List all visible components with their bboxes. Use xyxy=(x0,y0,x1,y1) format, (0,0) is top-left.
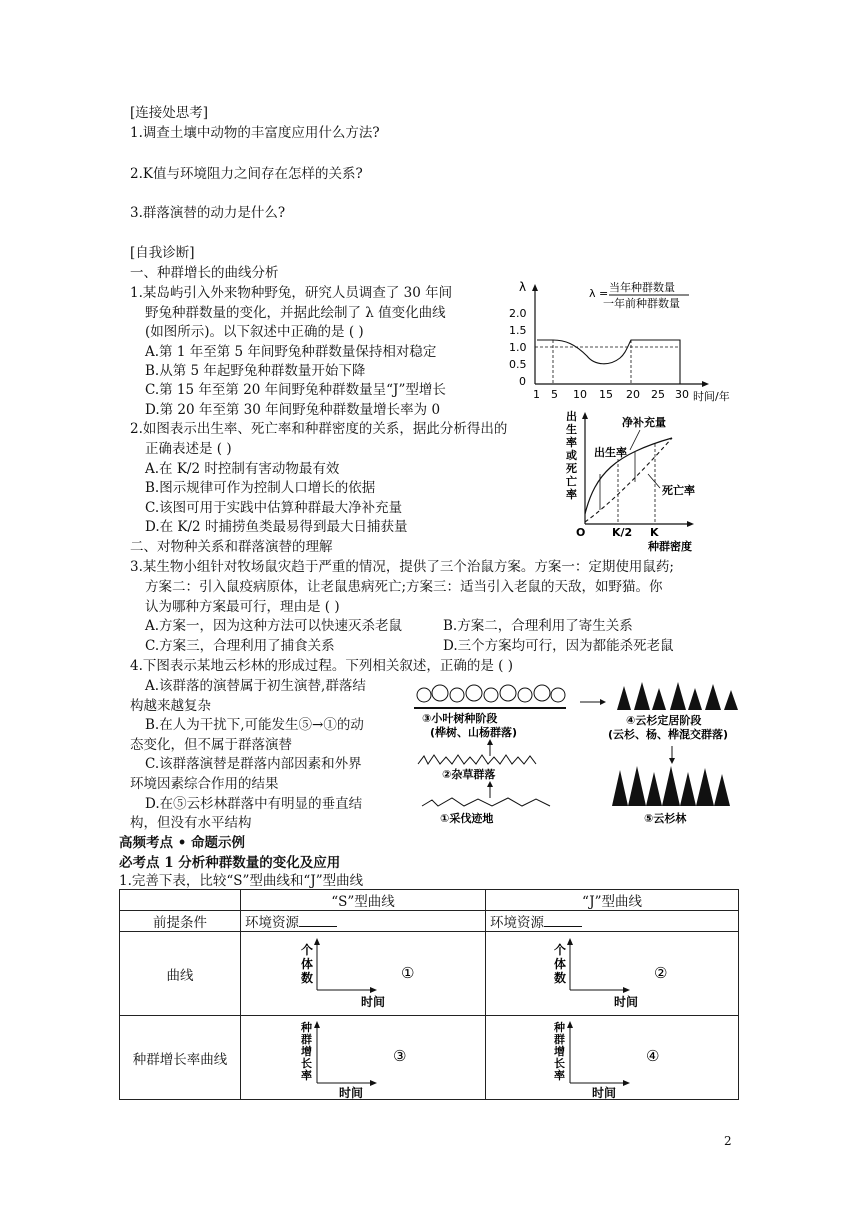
row-label-growth-rate: 种群增长率曲线 xyxy=(120,1016,241,1100)
y-label-char: 或 xyxy=(566,449,577,462)
y-label-char: 死 xyxy=(566,462,577,475)
x-tick: 15 xyxy=(599,388,613,401)
q1-line: 1.某岛屿引入外来物种野兔，研究人员调查了 30 年间 xyxy=(130,285,453,301)
curve-j-cell xyxy=(486,932,739,1016)
q3-line: 3.某生物小组针对牧场鼠灾趋于严重的情况，提供了三个治鼠方案。方案一：定期使用鼠药; xyxy=(130,559,674,575)
y-tick: 0 xyxy=(519,375,526,388)
env-resource-label: 环境资源 xyxy=(245,915,299,931)
table-corner xyxy=(120,890,241,911)
y-label-char: 长 xyxy=(301,1056,312,1070)
x-label: 时间 xyxy=(614,994,639,1009)
q3-option-a: A.方案一，因为这种方法可以快速灭杀老鼠 xyxy=(145,618,403,634)
net-increase-label: 净补充量 xyxy=(622,416,666,429)
birth-rate-label: 出生率 xyxy=(594,446,627,459)
formula-lhs: λ = xyxy=(589,287,609,300)
y-label-char: 长 xyxy=(554,1056,565,1070)
header-j-curve: “J”型曲线 xyxy=(486,890,739,911)
blank-marker-4: ④ xyxy=(646,1046,660,1065)
think-q1: 1.调查土壤中动物的丰富度应用什么方法? xyxy=(130,125,380,141)
y-label-char: 亡 xyxy=(566,475,577,488)
y-label-char: 种 xyxy=(301,1020,312,1034)
q3-line: 认为哪种方案最可行，理由是 ( ) xyxy=(145,599,340,615)
stage2-label: ②杂草群落 xyxy=(442,768,496,781)
x-tick: 25 xyxy=(651,388,665,401)
y-label-char: 率 xyxy=(566,488,577,501)
q4-option-b: B.在人为干扰下,可能发生⑤→①的动 xyxy=(145,717,364,733)
stage4-community: (云杉、杨、桦混交群落) xyxy=(608,728,729,741)
x-label: 时间 xyxy=(592,1085,617,1099)
x-label: 时间 xyxy=(339,1085,364,1099)
high-frequency-heading: 高频考点 • 命题示例 xyxy=(119,835,246,851)
y-tick: 2.0 xyxy=(509,307,527,320)
stage3-label: ③小叶树种阶段 xyxy=(422,712,498,725)
y-label-char: 个 xyxy=(554,942,567,957)
part2-heading: 二、对物种关系和群落演替的理解 xyxy=(130,539,333,555)
q4-stem: 4.下图表示某地云杉林的形成过程。下列相关叙述，正确的是 ( ) xyxy=(130,658,513,674)
y-tick: 1.0 xyxy=(509,341,527,354)
stage5-label: ⑤云杉林 xyxy=(644,812,687,825)
y-label-char: 群 xyxy=(554,1032,565,1046)
answer-blank[interactable] xyxy=(544,914,582,927)
header-s-curve: “S”型曲线 xyxy=(241,890,486,911)
x-tick: 30 xyxy=(675,388,689,401)
s-rate-axes xyxy=(281,1017,481,1099)
q2-line: 正确表述是 ( ) xyxy=(145,441,232,457)
rate-j-cell xyxy=(486,1016,739,1100)
q4-option-d-cont: 构，但没有水平结构 xyxy=(130,815,252,831)
q1-line: (如图所示)。以下叙述中正确的是 ( ) xyxy=(145,324,364,340)
y-label-char: 生 xyxy=(566,423,577,436)
point1-heading: 必考点 1 分析种群数量的变化及应用 xyxy=(119,855,341,871)
blank-marker-3: ③ xyxy=(393,1046,407,1065)
y-label-char: 群 xyxy=(301,1032,312,1046)
q1-option-b: B.从第 5 年起野兔种群数量开始下降 xyxy=(145,363,366,379)
q2-option-a: A.在 K/2 时控制有害动物最有效 xyxy=(145,461,340,477)
q3-line: 方案二：引入鼠疫病原体，让老鼠患病死亡;方案三：适当引入老鼠的天敌，如野猫。你 xyxy=(145,579,663,595)
q3-option-b: B.方案二，合理利用了寄生关系 xyxy=(443,618,633,634)
death-rate-label: 死亡率 xyxy=(662,484,695,497)
j-curve-axes xyxy=(534,934,734,1014)
rate-s-cell xyxy=(241,1016,486,1100)
think-q2: 2.K值与环境阻力之间存在怎样的关系? xyxy=(130,166,363,182)
q4-option-d: D.在⑤云杉林群落中有明显的垂直结 xyxy=(145,796,363,812)
y-tick: 1.5 xyxy=(509,324,527,337)
q2-line: 2.如图表示出生率、死亡率和种群密度的关系，据此分析得出的 xyxy=(130,421,508,437)
q1-line: 野兔种群数量的变化，并据此绘制了 λ 值变化曲线 xyxy=(145,305,446,321)
part1-heading: 一、种群增长的曲线分析 xyxy=(130,265,279,281)
y-label-char: 增 xyxy=(301,1044,312,1058)
q2-option-b: B.图示规律可作为控制人口增长的依据 xyxy=(145,480,376,496)
y-label-char: 率 xyxy=(301,1068,312,1082)
y-label-char: 个 xyxy=(301,942,314,957)
blank-marker-1: ① xyxy=(401,963,415,982)
stage3-community: (桦树、山杨群落) xyxy=(430,726,518,739)
birth-death-figure xyxy=(560,404,700,554)
y-label-char: 数 xyxy=(554,970,567,985)
think-q3: 3.群落演替的动力是什么? xyxy=(130,205,286,221)
y-label-char: 增 xyxy=(554,1044,565,1058)
q4-option-a: A.该群落的演替属于初生演替,群落结 xyxy=(145,678,366,694)
q4-option-b-cont: 态变化，但不属于群落演替 xyxy=(130,737,292,753)
x-axis-label: 种群密度 xyxy=(648,540,692,553)
answer-blank[interactable] xyxy=(299,914,337,927)
q4-option-a-cont: 构越来越复杂 xyxy=(130,698,211,714)
x-tick: 20 xyxy=(626,388,640,401)
x-axis-label: 时间/年 xyxy=(693,390,730,403)
formula-denominator: 一年前种群数量 xyxy=(603,297,680,310)
k-label: K xyxy=(650,526,659,539)
origin-label: O xyxy=(576,526,586,539)
q1-option-d: D.第 20 年至第 30 年间野兔种群数量增长率为 0 xyxy=(145,402,441,418)
x-tick: 5 xyxy=(551,388,558,401)
stage1-label: ①采伐迹地 xyxy=(440,812,494,825)
y-label-char: 出 xyxy=(566,410,577,423)
y-label-char: 体 xyxy=(301,956,314,971)
comparison-table xyxy=(119,889,739,1100)
env-resource-label: 环境资源 xyxy=(490,915,544,931)
y-label-char: 数 xyxy=(301,970,314,985)
y-label-char: 率 xyxy=(566,436,577,449)
q4-option-c-cont: 环境因素综合作用的结果 xyxy=(130,776,279,792)
premise-s xyxy=(241,911,486,932)
row-label-premise: 前提条件 xyxy=(120,911,241,932)
premise-j xyxy=(486,911,739,932)
page-number: 2 xyxy=(724,1134,732,1148)
curve-s-cell xyxy=(241,932,486,1016)
q1-option-c: C.第 15 年至第 20 年间野兔种群数量呈“J”型增长 xyxy=(145,382,446,398)
stage4-label: ④云杉定居阶段 xyxy=(626,714,702,727)
q2-option-d: D.在 K/2 时捕捞鱼类最易得到最大日捕获量 xyxy=(145,519,408,535)
section-self-diagnosis: [自我诊断] xyxy=(130,245,195,261)
q2-option-c: C.该图可用于实践中估算种群最大净补充量 xyxy=(145,500,403,516)
q3-option-c: C.方案三，合理利用了捕食关系 xyxy=(145,638,335,654)
blank-marker-2: ② xyxy=(654,963,668,982)
y-tick: 0.5 xyxy=(509,358,527,371)
y-label-char: 种 xyxy=(554,1020,565,1034)
q1-option-a: A.第 1 年至第 5 年间野兔种群数量保持相对稳定 xyxy=(145,344,437,360)
y-label-char: 率 xyxy=(554,1068,565,1082)
x-tick: 1 xyxy=(533,388,540,401)
s-curve-axes xyxy=(281,934,481,1014)
formula-numerator: 当年种群数量 xyxy=(609,281,675,294)
q4-option-c: C.该群落演替是群落内部因素和外界 xyxy=(145,756,362,772)
x-label: 时间 xyxy=(361,994,386,1009)
section-connect: [连接处思考] xyxy=(130,105,209,121)
q3-option-d: D.三个方案均可行，因为都能杀死老鼠 xyxy=(443,638,674,654)
x-tick: 10 xyxy=(573,388,587,401)
k-half-label: K/2 xyxy=(612,526,633,539)
row-label-curve: 曲线 xyxy=(120,932,241,1016)
succession-figure xyxy=(412,678,750,830)
j-rate-axes xyxy=(534,1017,734,1099)
table-intro: 1.完善下表，比较“S”型曲线和“J”型曲线 xyxy=(119,873,364,889)
lambda-figure xyxy=(505,274,745,404)
y-label-char: 体 xyxy=(554,956,567,971)
lambda-axis-label: λ xyxy=(519,280,527,294)
